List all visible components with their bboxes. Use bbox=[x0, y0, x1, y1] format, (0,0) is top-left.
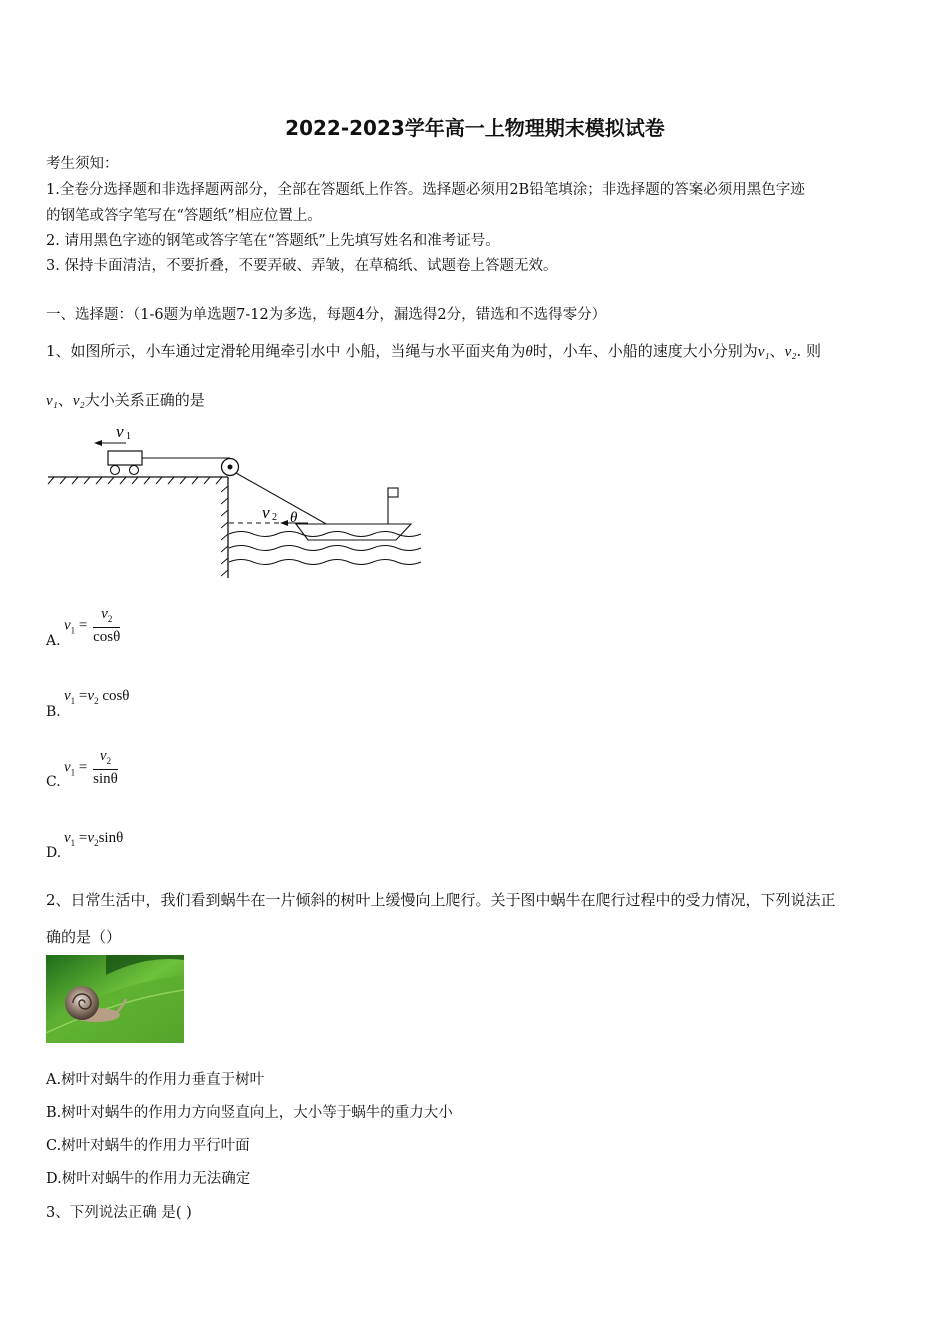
q1-v2: v₂ bbox=[784, 344, 797, 360]
notice-heading: 考生须知： bbox=[46, 156, 119, 172]
v2-label: v bbox=[262, 503, 270, 522]
q1-option-c-formula bbox=[64, 748, 118, 788]
q1-option-b-letter[interactable]: B. bbox=[46, 704, 61, 720]
v1-sub: 1 bbox=[126, 431, 131, 442]
q1-option-a-formula bbox=[64, 606, 120, 646]
d-rhs: v bbox=[87, 830, 95, 846]
q1-theta: θ bbox=[525, 344, 533, 360]
q1-stem-c: . 则 bbox=[796, 342, 822, 360]
snail-on-leaf-image bbox=[46, 955, 184, 1043]
a-fraction bbox=[93, 606, 120, 646]
q1-line2-sep: 、 bbox=[57, 391, 73, 409]
q2-stem-line-1: 2、日常生活中，我们看到蜗牛在一片倾斜的树叶上缓慢向上爬行。关于图中蜗牛在爬行过程中的受力情况，下列说法正 bbox=[46, 891, 836, 909]
q1-stem-a: 1、如图所示，小车通过定滑轮用绳牵引水中 小船，当绳与水平面夹角为 bbox=[46, 342, 526, 360]
b-rhs-sub: 2 bbox=[94, 696, 99, 706]
a-lhs-sub: 1 bbox=[70, 625, 76, 636]
d-tail: sinθ bbox=[98, 830, 124, 846]
q1-option-b-formula bbox=[64, 688, 130, 706]
pulley-boat-figure bbox=[46, 420, 426, 582]
notice-line-2: 2. 请用黑色字迹的钢笔或答字笔在“答题纸”上先填写姓名和准考证号。 bbox=[46, 233, 500, 249]
notice-line-1: 1.全卷分选择题和非选择题两部分，全部在答题纸上作答。选择题必须用2B铅笔填涂；非选择题的答案必须用黑色字迹 bbox=[46, 182, 805, 198]
notice-line-3: 3. 保持卡面清洁，不要折叠，不要弄破、弄皱，在草稿纸、试题卷上答题无效。 bbox=[46, 258, 558, 274]
a-den: cosθ bbox=[93, 629, 121, 645]
c-lhs: v bbox=[64, 759, 71, 776]
d-eq: = bbox=[78, 830, 88, 846]
notice-line-1b: 的钢笔或答字笔写在“答题纸”相应位置上。 bbox=[46, 208, 322, 224]
q2-option-a[interactable]: A.树叶对蜗牛的作用力垂直于树叶 bbox=[46, 1072, 265, 1088]
a-num: v bbox=[101, 606, 108, 622]
theta-label: θ bbox=[290, 510, 298, 526]
b-tail: cosθ bbox=[98, 688, 130, 704]
c-den: sinθ bbox=[93, 771, 118, 787]
page-title: 2022-2023学年高一上物理期末模拟试卷 bbox=[285, 116, 665, 140]
q1-option-d-letter[interactable]: D. bbox=[46, 845, 62, 861]
section-heading: 一、选择题：（1-6题为单选题7-12为多选，每题4分，漏选得2分，错选和不选得零分） bbox=[46, 307, 607, 323]
q2-option-d[interactable]: D.树叶对蜗牛的作用力无法确定 bbox=[46, 1171, 251, 1187]
d-rhs-sub: 2 bbox=[94, 838, 99, 848]
c-num-sub: 2 bbox=[106, 756, 112, 766]
q1-stem-b: 时，小车、小船的速度大小分别为 bbox=[532, 342, 758, 360]
q1-line2-rest: 大小关系正确的是 bbox=[84, 391, 205, 409]
c-fraction bbox=[93, 748, 118, 788]
v2-sub: 2 bbox=[272, 512, 277, 523]
b-lhs: v bbox=[64, 688, 71, 704]
b-lhs-sub: 1 bbox=[70, 696, 76, 706]
c-num: v bbox=[99, 748, 107, 764]
q1-option-c-letter[interactable]: C. bbox=[46, 774, 61, 790]
a-lhs: v bbox=[64, 617, 71, 634]
d-lhs-sub: 1 bbox=[70, 838, 76, 848]
q1-stem-line-2 bbox=[46, 389, 205, 410]
d-lhs: v bbox=[64, 830, 71, 846]
q1-v1: v₁ bbox=[757, 344, 770, 360]
c-lhs-sub: 1 bbox=[70, 767, 76, 778]
q2-stem-line-2: 确的是（） bbox=[46, 928, 122, 946]
q2-option-c[interactable]: C.树叶对蜗牛的作用力平行叶面 bbox=[46, 1138, 250, 1154]
q1-sep: 、 bbox=[769, 342, 785, 360]
v1-label: v bbox=[116, 422, 124, 441]
boat bbox=[296, 524, 411, 540]
q1-line2-v2: v₂ bbox=[72, 393, 85, 409]
b-eq: = bbox=[78, 688, 88, 704]
q2-option-b[interactable]: B.树叶对蜗牛的作用力方向竖直向上，大小等于蜗牛的重力大小 bbox=[46, 1105, 453, 1121]
b-rhs: v bbox=[87, 688, 95, 704]
q1-line2-v1: v₁ bbox=[46, 393, 58, 409]
a-num-sub: 2 bbox=[107, 614, 113, 624]
q3-stem: 3、下列说法正确 是( ) bbox=[46, 1205, 192, 1221]
q1-stem-line-1 bbox=[46, 340, 821, 361]
c-eq: = bbox=[78, 759, 88, 776]
q1-option-a-letter[interactable]: A. bbox=[46, 633, 61, 649]
cart bbox=[108, 451, 142, 465]
a-eq: = bbox=[78, 617, 88, 634]
q1-option-d-formula bbox=[64, 830, 123, 848]
